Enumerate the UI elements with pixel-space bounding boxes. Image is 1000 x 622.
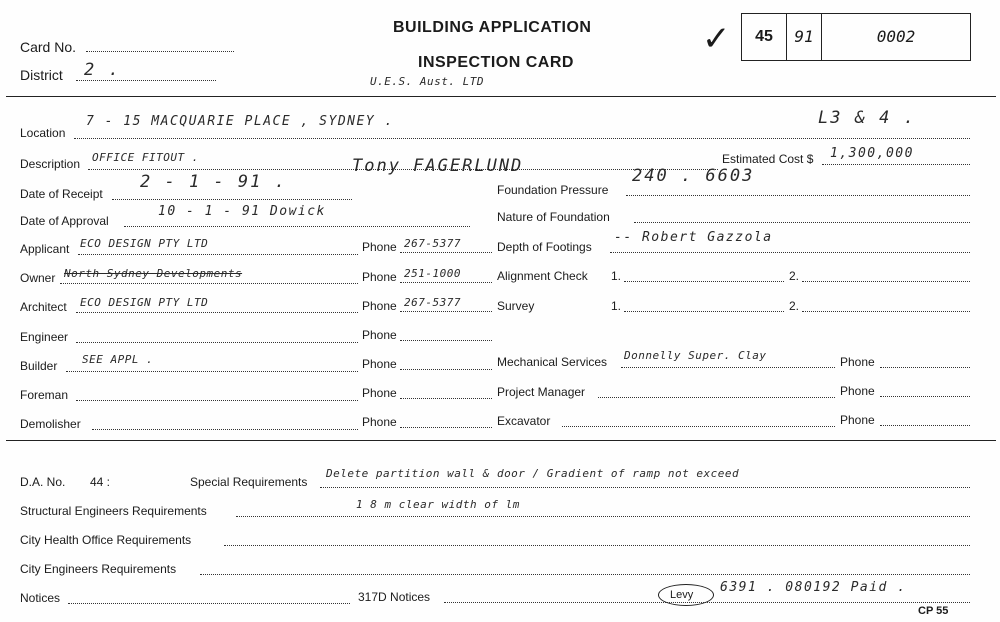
depth-of-footings-value: -- Robert Gazzola [614, 230, 773, 245]
date-of-approval-line [124, 226, 470, 227]
engineer-phone-line [400, 340, 492, 341]
project-manager-phone-label: Phone [840, 384, 875, 398]
owner-value: North Sydney Developments [64, 267, 243, 280]
alignment-check-2: 2. [789, 269, 800, 283]
mechanical-services-phone-label: Phone [840, 355, 875, 369]
builder-value: SEE APPL . [82, 353, 154, 366]
date-of-approval-value: 10 - 1 - 91 Dowick [158, 204, 326, 219]
builder-label: Builder [20, 359, 58, 373]
divider [6, 440, 996, 441]
builder-phone-label: Phone [362, 357, 397, 371]
nature-of-foundation-label: Nature of Foundation [497, 210, 610, 224]
notices-317d-value: 6391 . 080192 Paid . [720, 580, 907, 595]
estimated-cost-label: Estimated Cost $ [722, 152, 814, 166]
demolisher-phone-line [400, 427, 492, 428]
owner-phone-label: Phone [362, 270, 397, 284]
card-number-part-1: 45 [755, 28, 773, 45]
notices-317d-label: 317D Notices [358, 590, 431, 604]
mechanical-services-phone-line [880, 367, 970, 368]
notices-line [68, 603, 350, 604]
owner-label: Owner [20, 271, 56, 285]
card-number-part-3: 0002 [876, 27, 916, 46]
mechanical-services-label: Mechanical Services [497, 355, 608, 369]
applicant-phone-label: Phone [362, 240, 397, 254]
city-engineers-requirements-label: City Engineers Requirements [20, 562, 177, 576]
card-number-part-2: 91 [794, 27, 814, 46]
district-label: District [20, 67, 63, 83]
card-no-label: Card No. [20, 39, 77, 55]
title-inspection-card: INSPECTION CARD [418, 54, 574, 71]
depth-of-footings-line [610, 252, 970, 253]
structural-requirements-label: Structural Engineers Requirements [20, 504, 207, 518]
survey-2-line [802, 311, 970, 312]
city-health-requirements-line [224, 545, 970, 546]
foreman-label: Foreman [20, 388, 69, 402]
excavator-label: Excavator [497, 414, 551, 428]
description-value: OFFICE FITOUT . [92, 151, 199, 164]
location-value: 7 - 15 MACQUARIE PLACE , SYDNEY . [86, 114, 394, 129]
engineer-phone-label: Phone [362, 328, 397, 342]
card-no-line [86, 51, 234, 52]
date-of-receipt-line [112, 199, 352, 200]
builder-line [66, 371, 358, 372]
applicant-phone-line [400, 252, 492, 253]
architect-phone-line [400, 311, 492, 312]
engineer-line [76, 342, 358, 343]
alignment-check-1-line [624, 281, 784, 282]
excavator-line [562, 426, 835, 427]
city-engineers-requirements-line [200, 574, 970, 575]
alignment-check-1: 1. [611, 269, 622, 283]
estimated-cost-value: 1,300,000 [830, 146, 914, 161]
engineer-label: Engineer [20, 330, 69, 344]
foreman-line [76, 400, 358, 401]
district-value: 2 . [84, 60, 121, 80]
depth-of-footings-label: Depth of Footings [497, 240, 592, 254]
structural-requirements-value: 1 8 m clear width of lm [356, 498, 520, 511]
foundation-pressure-value: 240 . 6603 [632, 166, 755, 186]
alignment-check-2-line [802, 281, 970, 282]
special-requirements-label: Special Requirements [190, 475, 308, 489]
applicant-value: ECO DESIGN PTY LTD [80, 237, 209, 250]
architect-line [76, 312, 358, 313]
architect-phone-label: Phone [362, 299, 397, 313]
demolisher-phone-label: Phone [362, 415, 397, 429]
da-no-value: 44 : [90, 475, 111, 489]
contact-name: Tony FAGERLUND [352, 156, 524, 176]
demolisher-line [92, 429, 358, 430]
foundation-pressure-label: Foundation Pressure [497, 183, 609, 197]
district-line [76, 80, 216, 81]
nature-of-foundation-line [634, 222, 970, 223]
project-manager-phone-line [880, 396, 970, 397]
location-label: Location [20, 126, 66, 140]
foreman-phone-label: Phone [362, 386, 397, 400]
excavator-phone-label: Phone [840, 413, 875, 427]
location-line [74, 138, 970, 139]
owner-note: U.E.S. Aust. LTD [370, 75, 484, 88]
date-of-approval-label: Date of Approval [20, 214, 109, 228]
mechanical-services-value: Donnelly Super. Clay [624, 349, 767, 362]
survey-2: 2. [789, 299, 800, 313]
project-manager-label: Project Manager [497, 385, 586, 399]
architect-label: Architect [20, 300, 67, 314]
owner-phone-value: 251-1000 [404, 267, 461, 280]
location-extra: L3 & 4 . [818, 108, 916, 128]
special-requirements-line [320, 487, 970, 488]
card-code: CP 55 [918, 605, 949, 617]
excavator-phone-line [880, 425, 970, 426]
owner-line [60, 283, 358, 284]
check-mark: ✓ [702, 19, 731, 59]
foreman-phone-line [400, 398, 492, 399]
description-label: Description [20, 157, 81, 171]
date-of-receipt-value: 2 - 1 - 91 . [140, 172, 287, 192]
levy-label: Levy [670, 589, 694, 601]
estimated-cost-line [822, 164, 970, 165]
structural-requirements-line [236, 516, 970, 517]
city-health-requirements-label: City Health Office Requirements [20, 533, 192, 547]
survey-label: Survey [497, 299, 535, 313]
alignment-check-label: Alignment Check [497, 269, 588, 283]
title-building-application: BUILDING APPLICATION [393, 19, 592, 36]
applicant-phone-value: 267-5377 [404, 237, 461, 250]
special-requirements-value: Delete partition wall & door / Gradient of ramp not exceed [326, 467, 740, 480]
card-number-box [741, 13, 971, 61]
demolisher-label: Demolisher [20, 417, 81, 431]
date-of-receipt-label: Date of Receipt [20, 187, 103, 201]
architect-value: ECO DESIGN PTY LTD [80, 296, 209, 309]
owner-phone-line [400, 282, 492, 283]
divider [6, 96, 996, 97]
builder-phone-line [400, 369, 492, 370]
mechanical-services-line [621, 367, 835, 368]
survey-1: 1. [611, 299, 622, 313]
da-no-label: D.A. No. [20, 475, 66, 489]
survey-1-line [624, 311, 784, 312]
applicant-label: Applicant [20, 242, 70, 256]
project-manager-line [598, 397, 835, 398]
applicant-line [78, 254, 358, 255]
architect-phone-value: 267-5377 [404, 296, 461, 309]
foundation-pressure-line [626, 195, 970, 196]
notices-label: Notices [20, 591, 61, 605]
